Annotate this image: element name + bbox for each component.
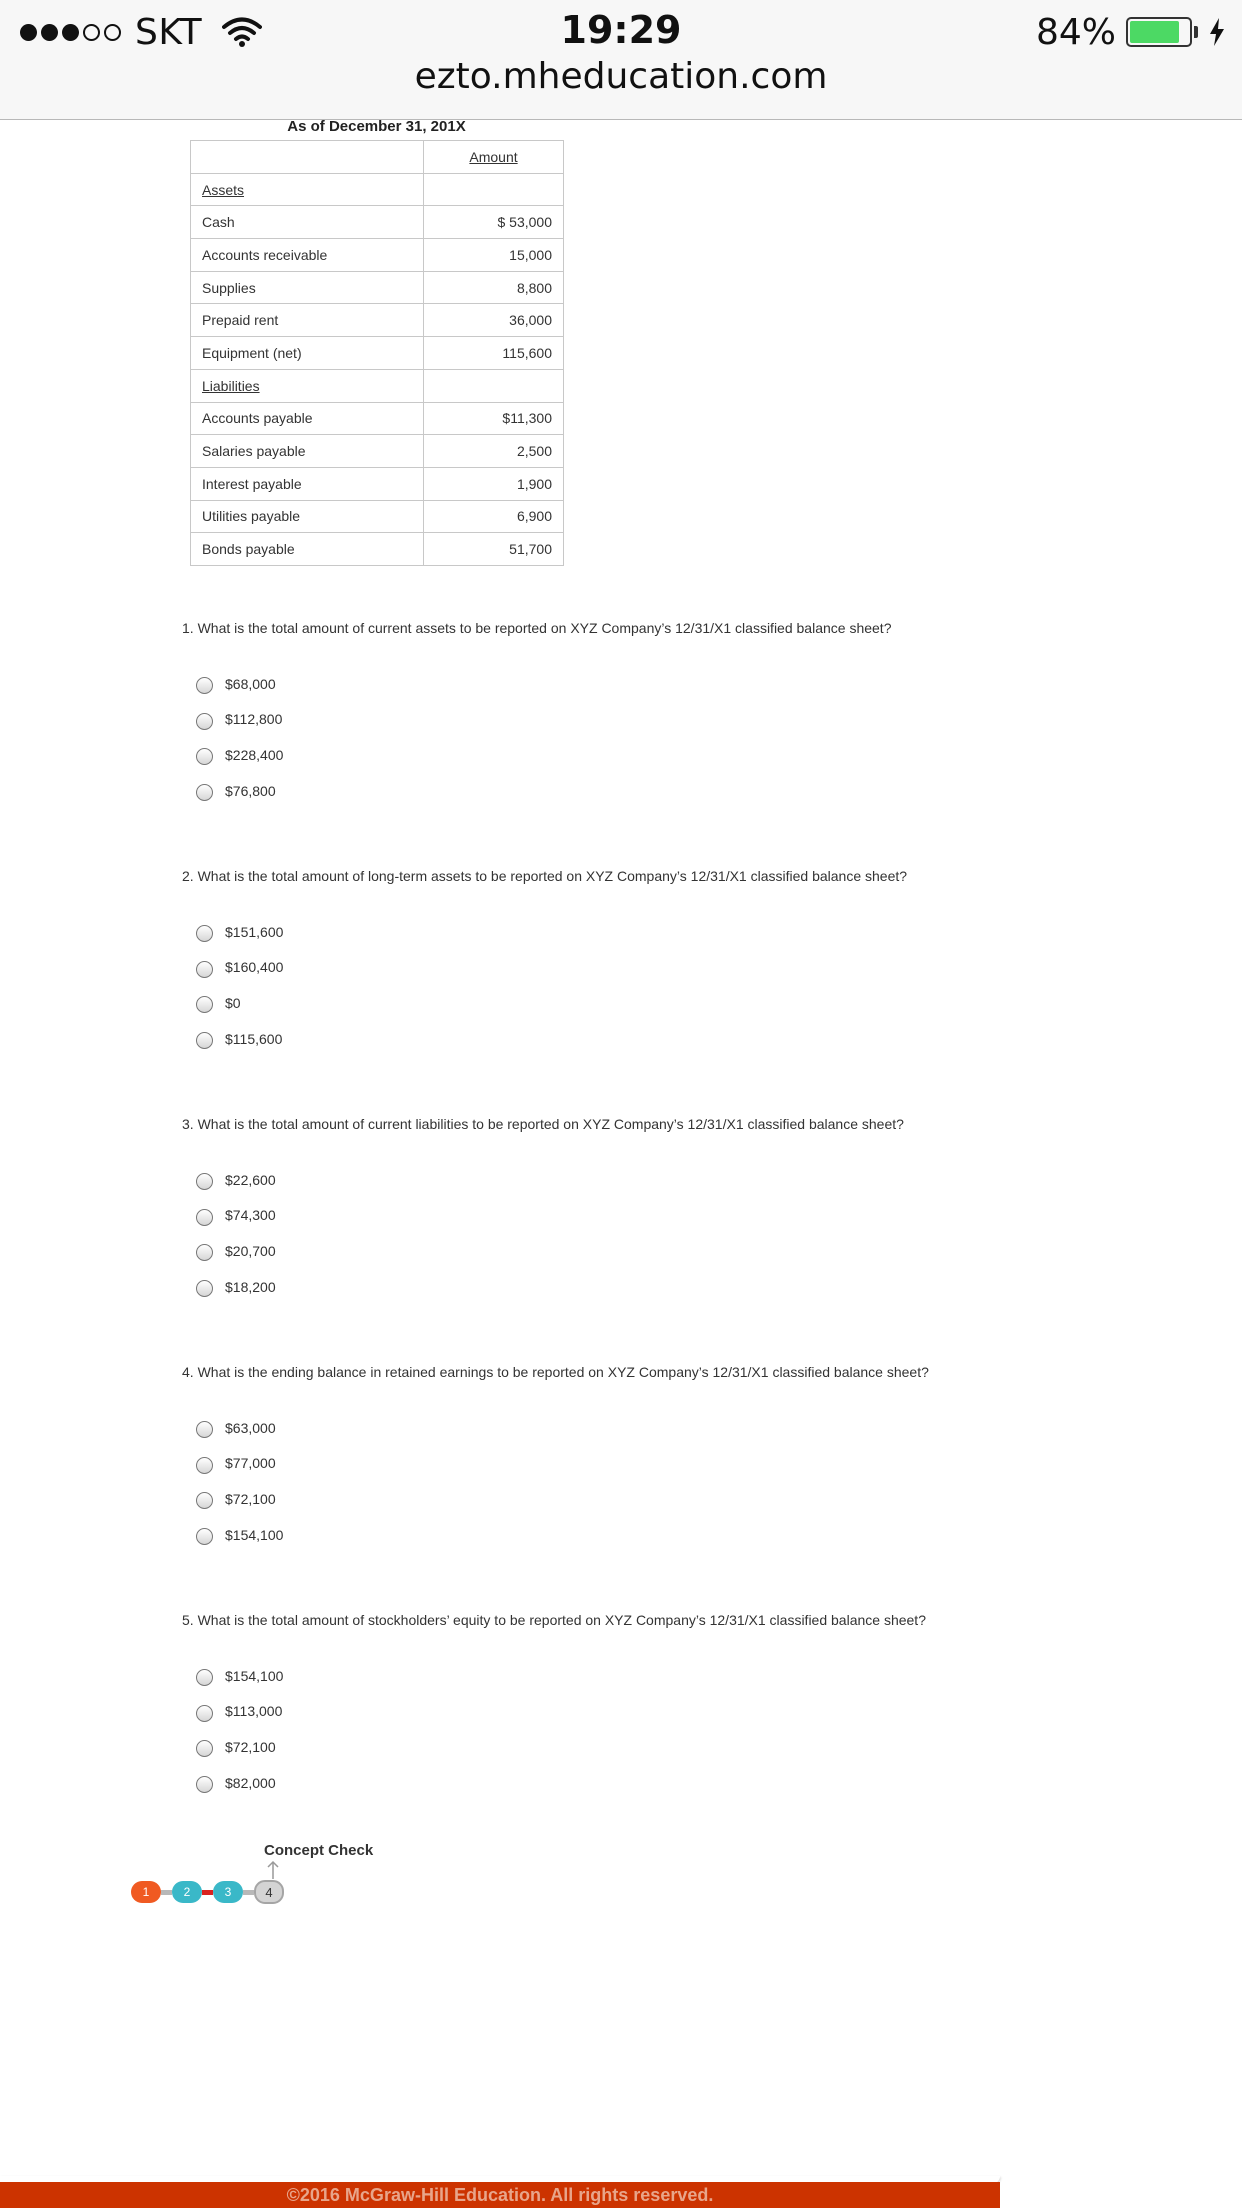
battery-tip bbox=[1194, 26, 1198, 38]
url-bar[interactable]: ezto.mheducation.com bbox=[414, 56, 828, 97]
radio-button[interactable] bbox=[196, 748, 213, 765]
radio-button[interactable] bbox=[196, 1776, 213, 1793]
table-row bbox=[191, 500, 564, 533]
answer-option[interactable] bbox=[196, 921, 283, 942]
radio-button[interactable] bbox=[196, 713, 213, 730]
answer-option[interactable] bbox=[196, 709, 282, 730]
row-label: Accounts receivable bbox=[202, 246, 328, 263]
line-item-amount: 6,900 bbox=[424, 500, 564, 533]
status-time: 19:29 bbox=[560, 8, 682, 52]
table-row bbox=[191, 239, 564, 272]
line-item-label bbox=[191, 206, 424, 239]
answer-option[interactable] bbox=[196, 1453, 276, 1474]
row-label: Accounts payable bbox=[202, 410, 313, 427]
question-2 bbox=[182, 868, 1082, 1047]
radio-button[interactable] bbox=[196, 1492, 213, 1509]
battery-percent: 84% bbox=[1035, 11, 1116, 53]
line-item-amount bbox=[424, 173, 564, 206]
table-row bbox=[191, 337, 564, 370]
line-item-amount: 8,800 bbox=[424, 271, 564, 304]
line-item-amount: 115,600 bbox=[424, 337, 564, 370]
amount-header bbox=[424, 141, 564, 174]
line-item-label bbox=[191, 271, 424, 304]
battery-fill bbox=[1130, 21, 1179, 43]
row-label: Assets bbox=[202, 181, 245, 198]
table-row bbox=[191, 467, 564, 500]
answer-option-label[interactable]: $18,200 bbox=[225, 1278, 276, 1295]
row-label: Interest payable bbox=[202, 475, 302, 492]
answer-option-label[interactable]: $154,100 bbox=[225, 1526, 284, 1543]
question-text: 5. What is the total amount of stockholders’ equity to be reported on XYZ Company’s 12/31/X1 classified balance sheet? bbox=[182, 1612, 926, 1628]
answer-option[interactable] bbox=[196, 1772, 276, 1793]
answer-option-label[interactable]: $76,800 bbox=[225, 782, 276, 799]
line-item-label bbox=[191, 402, 424, 435]
step-2[interactable]: 2 bbox=[172, 1881, 202, 1903]
line-item-label bbox=[191, 500, 424, 533]
section-heading-cell bbox=[191, 173, 424, 206]
answer-option[interactable] bbox=[196, 1417, 276, 1438]
table-row bbox=[191, 369, 564, 402]
radio-button[interactable] bbox=[196, 1457, 213, 1474]
row-label: Utilities payable bbox=[202, 508, 301, 525]
carrier-name: SKT bbox=[135, 11, 203, 53]
radio-button[interactable] bbox=[196, 961, 213, 978]
radio-button[interactable] bbox=[196, 784, 213, 801]
step-connector bbox=[243, 1890, 254, 1895]
answer-option[interactable] bbox=[196, 1665, 283, 1686]
answer-option[interactable] bbox=[196, 992, 241, 1013]
line-item-amount: 36,000 bbox=[424, 304, 564, 337]
answer-option[interactable] bbox=[196, 1488, 276, 1509]
answer-option[interactable] bbox=[196, 1736, 276, 1757]
question-text: 3. What is the total amount of current liabilities to be reported on XYZ Company’s 12/31/X1 classified balance sheet? bbox=[182, 1116, 904, 1132]
answer-option-label[interactable]: $74,300 bbox=[225, 1207, 276, 1224]
row-label: Supplies bbox=[202, 279, 256, 296]
charging-bolt-icon bbox=[1208, 17, 1226, 47]
concept-check-label: Concept Check bbox=[264, 1842, 374, 1859]
radio-button[interactable] bbox=[196, 925, 213, 942]
table-row bbox=[191, 271, 564, 304]
answer-option-label[interactable]: $151,600 bbox=[225, 923, 284, 940]
table-cell bbox=[191, 141, 424, 174]
question-1 bbox=[182, 620, 1082, 799]
balance-sheet-table bbox=[190, 140, 564, 566]
battery-status bbox=[1036, 10, 1226, 54]
balance-sheet-date: As of December 31, 201X bbox=[287, 118, 466, 135]
table-row bbox=[191, 304, 564, 337]
radio-button[interactable] bbox=[196, 677, 213, 694]
line-item-label bbox=[191, 435, 424, 468]
row-label: Bonds payable bbox=[202, 541, 295, 558]
arrow-up-icon bbox=[266, 1860, 280, 1880]
answer-option-label[interactable]: $82,000 bbox=[225, 1774, 276, 1791]
table-row bbox=[191, 533, 564, 566]
radio-button[interactable] bbox=[196, 1669, 213, 1686]
table-row bbox=[191, 173, 564, 206]
question-4 bbox=[182, 1364, 1082, 1543]
radio-button[interactable] bbox=[196, 1705, 213, 1722]
row-label: Liabilities bbox=[202, 377, 260, 394]
line-item-amount: $11,300 bbox=[424, 402, 564, 435]
line-item-amount: 15,000 bbox=[424, 239, 564, 272]
step-connector bbox=[161, 1890, 172, 1895]
line-item-amount bbox=[424, 369, 564, 402]
answer-option-label[interactable]: $20,700 bbox=[225, 1242, 276, 1259]
line-item-amount: 2,500 bbox=[424, 435, 564, 468]
step-4-current[interactable]: 4 bbox=[254, 1880, 284, 1904]
line-item-label bbox=[191, 239, 424, 272]
section-heading-cell bbox=[191, 369, 424, 402]
table-row bbox=[191, 402, 564, 435]
table-header-row bbox=[191, 141, 564, 174]
answer-option-label[interactable]: $154,100 bbox=[225, 1667, 284, 1684]
question-text: 4. What is the ending balance in retained earnings to be reported on XYZ Company’s 12/31/X1 classified balance sheet? bbox=[182, 1364, 929, 1380]
table-row bbox=[191, 435, 564, 468]
question-text: 2. What is the total amount of long-term assets to be reported on XYZ Company’s 12/31/X1 classified balance sheet? bbox=[182, 868, 908, 884]
row-label: Cash bbox=[202, 214, 235, 231]
line-item-label bbox=[191, 304, 424, 337]
question-text: 1. What is the total amount of current assets to be reported on XYZ Company’s 12/31/X1 classified balance sheet? bbox=[182, 620, 892, 636]
progress-steps bbox=[131, 1880, 284, 1904]
answer-option-label[interactable]: $72,100 bbox=[225, 1490, 276, 1507]
answer-option[interactable] bbox=[196, 957, 283, 978]
line-item-label bbox=[191, 467, 424, 500]
question-5 bbox=[182, 1612, 1082, 1791]
radio-button[interactable] bbox=[196, 996, 213, 1013]
row-label: Salaries payable bbox=[202, 443, 306, 460]
step-connector bbox=[202, 1890, 213, 1895]
radio-button[interactable] bbox=[196, 1244, 213, 1261]
answer-option-label[interactable]: $63,000 bbox=[225, 1419, 276, 1436]
answer-option[interactable] bbox=[196, 1524, 283, 1545]
radio-button[interactable] bbox=[196, 1032, 213, 1049]
line-item-amount: 1,900 bbox=[424, 467, 564, 500]
radio-button[interactable] bbox=[196, 1740, 213, 1757]
radio-button[interactable] bbox=[196, 1173, 213, 1190]
radio-button[interactable] bbox=[196, 1528, 213, 1545]
answer-option-label[interactable]: $228,400 bbox=[225, 746, 284, 763]
answer-option[interactable] bbox=[196, 780, 276, 801]
radio-button[interactable] bbox=[196, 1280, 213, 1297]
answer-option-label[interactable]: $22,600 bbox=[225, 1171, 276, 1188]
line-item-amount: $ 53,000 bbox=[424, 206, 564, 239]
answer-option[interactable] bbox=[196, 1276, 276, 1297]
answer-option-label[interactable]: $0 bbox=[225, 994, 241, 1011]
answer-option-label[interactable]: $113,000 bbox=[225, 1703, 283, 1720]
row-label: Equipment (net) bbox=[202, 344, 302, 361]
answer-option[interactable] bbox=[196, 1169, 276, 1190]
answer-option[interactable] bbox=[196, 1240, 276, 1261]
answer-option-label[interactable]: $112,800 bbox=[225, 711, 283, 728]
amount-header-label: Amount bbox=[469, 148, 518, 165]
answer-option-label[interactable]: $115,600 bbox=[225, 1030, 283, 1047]
step-1[interactable]: 1 bbox=[131, 1881, 161, 1903]
line-item-amount: 51,700 bbox=[424, 533, 564, 566]
answer-option[interactable] bbox=[196, 673, 276, 694]
step-3[interactable]: 3 bbox=[213, 1881, 243, 1903]
answer-option[interactable] bbox=[196, 1701, 282, 1722]
answer-option[interactable] bbox=[196, 1028, 282, 1049]
battery-icon bbox=[1126, 17, 1192, 47]
answer-option-label[interactable]: $68,000 bbox=[225, 675, 276, 692]
question-3 bbox=[182, 1116, 1082, 1295]
line-item-label bbox=[191, 337, 424, 370]
answer-option-label[interactable]: $160,400 bbox=[225, 959, 284, 976]
radio-button[interactable] bbox=[196, 1209, 213, 1226]
radio-button[interactable] bbox=[196, 1421, 213, 1438]
answer-option[interactable] bbox=[196, 744, 283, 765]
copyright-footer: ©2016 McGraw-Hill Education. All rights reserved. bbox=[0, 2182, 1000, 2208]
table-row bbox=[191, 206, 564, 239]
line-item-label bbox=[191, 533, 424, 566]
answer-option-label[interactable]: $72,100 bbox=[225, 1738, 276, 1755]
answer-option-label[interactable]: $77,000 bbox=[225, 1455, 276, 1472]
row-label: Prepaid rent bbox=[202, 312, 279, 329]
answer-option[interactable] bbox=[196, 1205, 276, 1226]
browser-top-bar bbox=[0, 0, 1242, 120]
